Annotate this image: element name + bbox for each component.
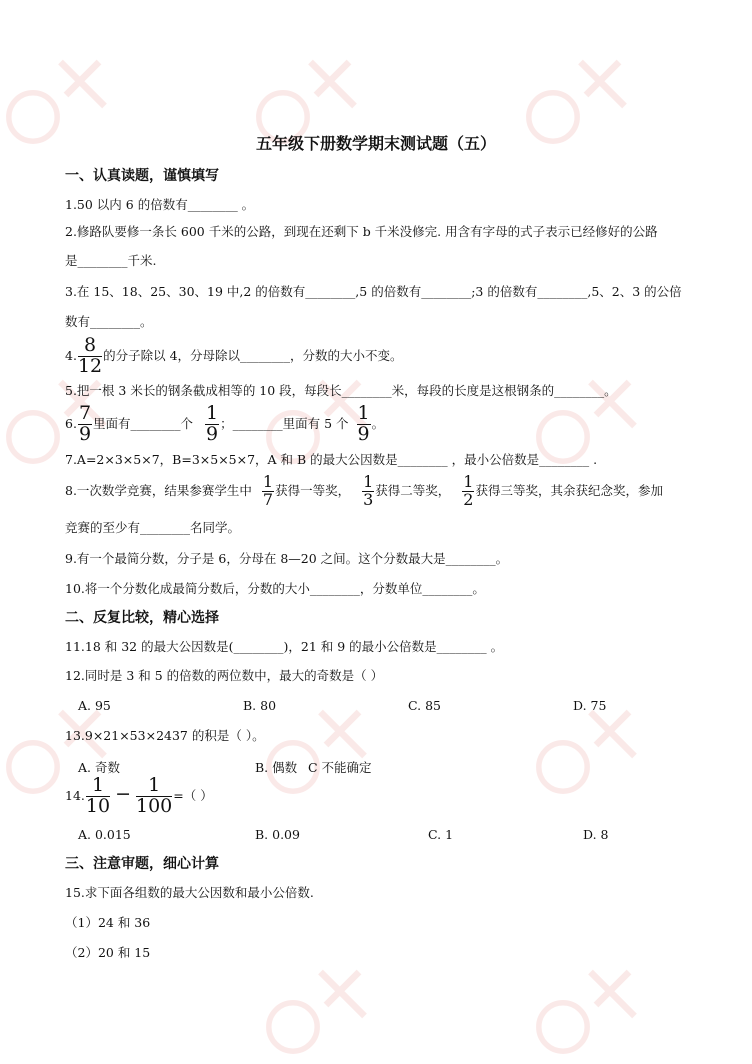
question-number: 6.	[65, 415, 77, 431]
question-4	[65, 336, 403, 377]
question-text: 获得三等奖，其余获纪念奖，参加	[475, 482, 663, 498]
question-13-option-a: A. 奇数	[78, 760, 120, 775]
question-12-option-d: D. 75	[573, 698, 607, 713]
question-8-line-2: 竞赛的至少有________名同学。	[65, 520, 241, 535]
question-text: 。	[371, 415, 385, 431]
question-text: 8.一次数学竞赛，结果参赛学生中	[65, 482, 252, 498]
question-text: ；________里面有 5 个	[220, 415, 349, 431]
watermark-logo-icon	[260, 950, 370, 1060]
question-6	[65, 404, 384, 445]
question-text: =（ ）	[173, 787, 213, 803]
numerator: 1	[357, 402, 370, 424]
question-8-line-1	[65, 474, 663, 509]
question-number: 14.	[65, 787, 85, 803]
question-2-line-2: 是________千米.	[65, 253, 157, 268]
question-7: 7.A=2×3×5×7，B=3×5×5×7，A 和 B 的最大公因数是________ ，最小公倍数是________ .	[65, 452, 598, 467]
numerator: 1	[463, 472, 474, 491]
denominator: 9	[357, 422, 370, 445]
denominator: 7	[262, 489, 274, 509]
section-heading-1: 一、认真读题，谨慎填写	[65, 168, 219, 184]
minus-sign: −	[115, 782, 131, 805]
question-text: 获得二等奖，	[375, 482, 451, 498]
question-14-option-a: A. 0.015	[78, 827, 131, 842]
fraction	[262, 474, 274, 509]
numerator: 1	[136, 776, 172, 797]
question-13-option-c: C 不能确定	[308, 760, 372, 775]
fraction	[78, 336, 102, 377]
fraction	[86, 776, 110, 817]
question-11: 11.18 和 32 的最大公因数是(________)，21 和 9 的最小公倍数是________ 。	[65, 639, 504, 654]
question-text: 里面有________个	[93, 415, 194, 431]
question-13-option-b: B. 偶数	[255, 760, 298, 775]
question-3-line-1: 3.在 15、18、25、30、19 中,2 的倍数有________,5 的倍数有________;3 的倍数有________,5、2、3 的公倍	[65, 284, 682, 299]
question-text: 的分子除以 4，分母除以________，分数的大小不变。	[103, 347, 403, 363]
denominator: 2	[463, 489, 474, 509]
question-9: 9.有一个最简分数，分子是 6，分母在 8—20 之间。这个分数最大是________。	[65, 551, 509, 566]
question-14-option-b: B. 0.09	[255, 827, 300, 842]
question-15-part-1: （1）24 和 36	[65, 915, 151, 930]
numerator: 1	[86, 776, 110, 797]
numerator: 1	[262, 472, 274, 491]
section-heading-3: 三、注意审题，细心计算	[65, 856, 219, 872]
numerator: 1	[206, 402, 219, 424]
numerator: 8	[78, 336, 102, 357]
question-12-option-c: C. 85	[408, 698, 441, 713]
question-10: 10.将一个分数化成最简分数后，分数的大小________，分数单位________。	[65, 581, 485, 596]
question-number: 4.	[65, 347, 77, 363]
question-12-option-b: B. 80	[243, 698, 277, 713]
denominator: 3	[363, 489, 374, 509]
denominator: 9	[206, 422, 219, 445]
question-text: 获得一等奖，	[275, 482, 351, 498]
fraction	[205, 404, 219, 445]
question-5: 5.把一根 3 米长的钢条截成相等的 10 段，每段长________米，每段的长度是这根钢条的________。	[65, 383, 617, 398]
question-15-part-2: （2）20 和 15	[65, 945, 151, 960]
fraction	[136, 776, 172, 817]
fraction	[357, 404, 371, 445]
watermark-logo-icon	[260, 690, 370, 800]
question-2-line-1: 2.修路队要修一条长 600 千米的公路，到现在还剩下 b 千米没修完. 用含有字母的式子表示已经修好的公路	[65, 224, 658, 239]
question-12-option-a: A. 95	[78, 698, 111, 713]
watermark-logo-icon	[530, 950, 640, 1060]
fraction	[362, 474, 374, 509]
question-14	[65, 776, 213, 817]
denominator: 12	[77, 354, 103, 377]
question-13: 13.9×21×53×2437 的积是（ ）。	[65, 728, 265, 743]
question-15: 15.求下面各组数的最大公因数和最小公倍数.	[65, 885, 314, 900]
denominator: 10	[85, 794, 111, 817]
denominator: 100	[136, 794, 173, 817]
denominator: 9	[78, 422, 92, 445]
section-heading-2: 二、反复比较，精心选择	[65, 610, 219, 626]
question-1: 1.50 以内 6 的倍数有________ 。	[65, 197, 255, 212]
fraction	[462, 474, 474, 509]
numerator: 1	[363, 472, 374, 491]
fraction	[78, 404, 92, 445]
question-12: 12.同时是 3 和 5 的倍数的两位数中，最大的奇数是（ ）	[65, 668, 384, 683]
question-3-line-2: 数有________。	[65, 314, 153, 329]
numerator: 7	[78, 402, 92, 424]
question-14-option-c: C. 1	[428, 827, 454, 842]
question-14-option-d: D. 8	[583, 827, 609, 842]
page-title: 五年级下册数学期末测试题（五）	[255, 134, 496, 153]
